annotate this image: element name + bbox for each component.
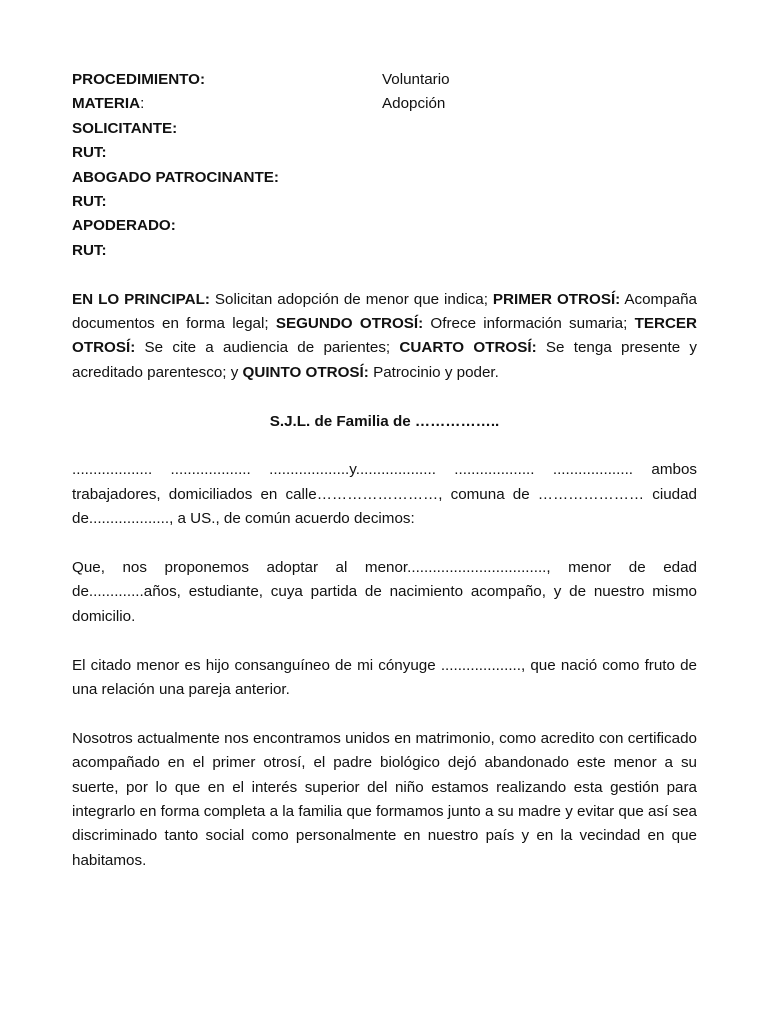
otrosi-2-label: SEGUNDO OTROSÍ: [275, 314, 424, 332]
otrosi-1-text: Acompaña documentos en forma legal; [72, 290, 697, 332]
spacer [72, 629, 697, 653]
body-paragraph-1: Que, nos proponemos adoptar al menor................................., menor de edad de.............años, estudiante, cuya partida de nacimiento acompaño, y de nuestro mismo domicilio. [72, 558, 697, 625]
header-label: RUT: [72, 144, 107, 162]
header-label: RUT: [72, 192, 107, 210]
document-page [72, 68, 697, 873]
intro-paragraph: ................... ................... ...................y................... ................... ................... ambos trabajadores, domiciliados en calle……………………, comuna de ………………… ciudad de..................., a US., de común acuerdo decimos: [72, 461, 697, 528]
header-label [72, 92, 382, 116]
principal-label: EN LO PRINCIPAL: [72, 290, 210, 308]
header-value: Adopción [382, 95, 446, 113]
header-row-rut [72, 239, 697, 263]
otrosi-1-label: PRIMER OTROSÍ: [492, 290, 621, 308]
body-paragraph-3: Nosotros actualmente nos encontramos unidos en matrimonio, como acredito con certificado acompañado en el primer otrosí, el padre biológico dejó abandonado este menor a su suerte, por lo que en el interés superior del niño estamos realizando esta gestión para integrarlo en forma completa a la familia que formamos junto a su madre y evitar que así sea discriminado tanto social como personalmente en nuestro país y en la vecindad en que habitamos. [72, 729, 697, 869]
header-row-procedimiento [72, 68, 697, 92]
otrosi-3-text: Se cite a audiencia de parientes; [135, 339, 400, 357]
header-value: Voluntario [382, 71, 450, 88]
otrosi-5-label: QUINTO OTROSÍ: [242, 363, 369, 381]
body-paragraph-2: El citado menor es hijo consanguíneo de mi cónyuge ..................., que nació como fruto de una relación una pareja anterior. [72, 656, 697, 698]
spacer [72, 532, 697, 556]
header-label-text: MATERIA [72, 95, 141, 113]
header-row-solicitante [72, 117, 697, 141]
spacer [72, 263, 697, 287]
summary-paragraph [72, 288, 697, 386]
otrosi-4-text: Se tenga presente y acreditado parentesco; y [72, 339, 697, 381]
header-label-colon: : [140, 95, 145, 113]
header-label: APODERADO: [72, 217, 176, 235]
otrosi-3-label: TERCER OTROSÍ: [72, 314, 698, 357]
spacer [72, 434, 697, 458]
header-label: ABOGADO PATROCINANTE: [72, 168, 279, 186]
header-row-apoderado [72, 214, 697, 238]
header-row-rut [72, 141, 697, 165]
principal-text: Solicitan adopción de menor que indica; [209, 290, 493, 308]
header-row-rut [72, 190, 697, 214]
otrosi-5-text: Patrocinio y poder. [368, 363, 499, 381]
court-heading: S.J.L. de Familia de …………….. [269, 412, 500, 430]
spacer [72, 385, 697, 409]
header-label: SOLICITANTE: [72, 119, 178, 137]
header-row-materia [72, 92, 697, 116]
header-label: PROCEDIMIENTO: [72, 71, 206, 88]
case-header [72, 68, 697, 263]
spacer [72, 702, 697, 726]
header-label: RUT: [72, 241, 107, 259]
header-row-abogado [72, 166, 697, 190]
otrosi-4-label: CUARTO OTROSÍ: [399, 339, 537, 357]
otrosi-2-text: Ofrece información sumaria; [423, 314, 635, 332]
